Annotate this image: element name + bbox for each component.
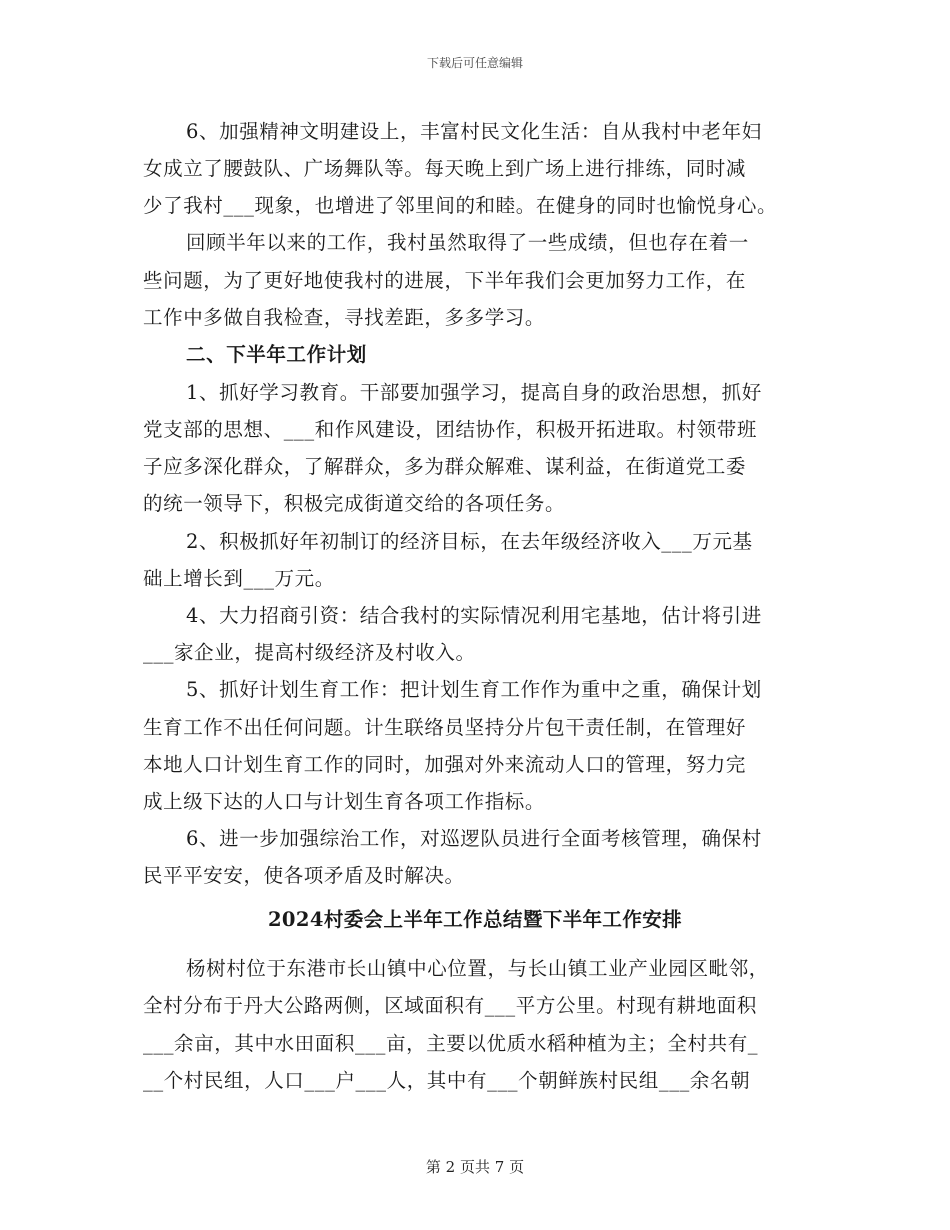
page-footer: 第 2 页共 7 页	[425, 1158, 525, 1176]
paragraph-line: ___家企业，提高村级经济及村收入。	[143, 641, 476, 664]
paragraph-line: 少了我村___现象，也增进了邻里间的和睦。在健身的同时也愉悦身心。	[143, 194, 778, 217]
paragraph-line: 成上级下达的人口与计划生育各项工作指标。	[143, 790, 546, 813]
paragraph-line: ___余亩，其中水田面积___亩，主要以优质水稻种植为主；全村共有_	[143, 1032, 759, 1055]
paragraph-line: 子应多深化群众，了解群众，多为群众解难、谋利益，在街道党工委	[143, 455, 747, 478]
paragraph-line: 的统一领导下，积极完成街道交给的各项任务。	[143, 492, 566, 515]
paragraph-line: 5、抓好计划生育工作：把计划生育工作作为重中之重，确保计划	[186, 678, 762, 701]
document-title: 2024村委会上半年工作总结暨下半年工作安排	[267, 908, 683, 931]
paragraph-line: 1、抓好学习教育。干部要加强学习，提高自身的政治思想，抓好	[186, 381, 762, 404]
paragraph-line: 工作中多做自我检查，寻找差距，多多学习。	[143, 306, 546, 329]
paragraph-line: 6、加强精神文明建设上，丰富村民文化生活：自从我村中老年妇	[186, 120, 762, 143]
paragraph-line: 回顾半年以来的工作，我村虽然取得了一些成绩，但也存在着一	[186, 231, 749, 254]
paragraph-line: 本地人口计划生育工作的同时，加强对外来流动人口的管理，努力完	[143, 753, 747, 776]
paragraph-line: 党支部的思想、___和作风建设，团结协作，积极开拓进取。村领带班	[143, 418, 757, 441]
page-header: 下载后可任意编辑	[426, 56, 523, 70]
paragraph-line: 杨树村位于东港市长山镇中心位置，与长山镇工业产业园区毗邻，	[186, 957, 769, 980]
paragraph-line: 些问题，为了更好地使我村的进展，下半年我们会更加努力工作，在	[143, 269, 747, 292]
paragraph-line: 生育工作不出任何问题。计生联络员坚持分片包干责任制，在管理好	[143, 716, 747, 739]
paragraph-line: 础上增长到___万元。	[143, 567, 335, 590]
section-heading: 二、下半年工作计划	[186, 343, 367, 366]
paragraph-line: 4、大力招商引资：结合我村的实际情况利用宅基地，估计将引进	[186, 604, 762, 627]
paragraph-line: 民平平安安，使各项矛盾及时解决。	[143, 864, 465, 887]
paragraph-line: 2、积极抓好年初制订的经济目标，在去年级经济收入___万元基	[186, 530, 753, 553]
paragraph-line: 女成立了腰鼓队、广场舞队等。每天晚上到广场上进行排练，同时减	[143, 157, 747, 180]
paragraph-line: __个村民组，人口___户___人，其中有___个朝鲜族村民组___余名朝	[143, 1069, 751, 1092]
paragraph-line: 全村分布于丹大公路两侧，区域面积有___平方公里。村现有耕地面积	[143, 994, 757, 1017]
paragraph-line: 6、进一步加强综治工作，对巡逻队员进行全面考核管理，确保村	[186, 827, 762, 850]
